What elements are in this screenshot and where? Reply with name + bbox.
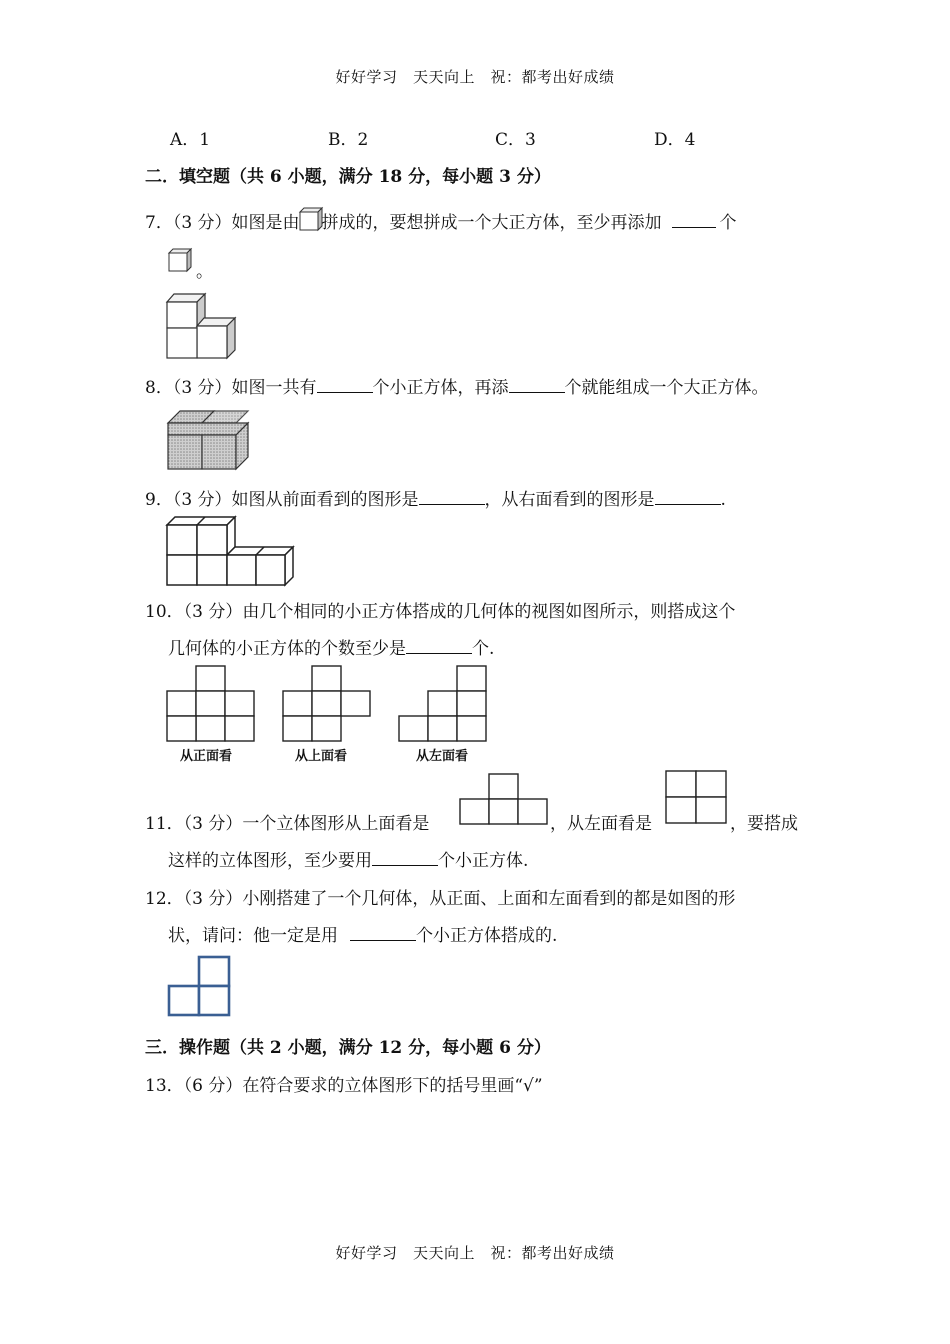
choice-b: B．2 (328, 130, 369, 150)
q10-caption-left: 从左面看 (416, 749, 469, 764)
q8-blank-1[interactable] (317, 377, 373, 393)
choice-c: C．3 (495, 130, 536, 150)
q11-text-b: ，从左面看是 (550, 814, 652, 834)
q11-top-view-figure (460, 774, 550, 826)
q9-text-a: 9．（3 分）如图从前面看到的图形是 (145, 490, 419, 510)
q12-line-1: 12．（3 分）小刚搭建了一个几何体，从正面、上面和左面看到的都是如图的形 (145, 889, 736, 909)
q8-blank-2[interactable] (509, 377, 565, 393)
q12-view-figure (167, 955, 233, 1019)
q9-text-c: . (720, 490, 726, 510)
question-8 (145, 373, 769, 398)
q10-text-b: 个. (472, 639, 495, 659)
q10-line-1: 10．（3 分）由几个相同的小正方体搭成的几何体的视图如图所示，则搭成这个 (145, 602, 736, 622)
choice-a: A．1 (170, 130, 211, 150)
q7-text-c: 个 (719, 213, 737, 233)
small-cube-icon (300, 212, 322, 236)
q8-text-c: 个就能组成一个大正方体。 (564, 378, 769, 398)
q7-text-d: 。 (196, 262, 213, 282)
q11-text-c: ，要搭成 (730, 814, 798, 834)
q8-text-a: 8．（3 分）如图一共有 (145, 378, 317, 398)
q10-top-view (283, 666, 373, 742)
q7-text-b: 拼成的，要想拼成一个大正方体，至少再添加 (321, 213, 662, 233)
q8-cube-figure (168, 409, 252, 471)
q10-line-2 (168, 634, 494, 659)
q10-caption-top: 从上面看 (295, 749, 348, 764)
q11-text-a: 11．（3 分）一个立体图形从上面看是 (145, 814, 430, 834)
q12-blank[interactable] (350, 925, 416, 941)
q11-left-view-figure (666, 771, 728, 825)
q12-text-b: 个小正方体搭成的. (416, 926, 558, 946)
q8-text-b: 个小正方体，再添 (372, 378, 509, 398)
q9-blank-2[interactable] (655, 489, 721, 505)
q7-text-a: 7．（3 分）如图是由 (145, 213, 300, 233)
q11-text-d: 这样的立体图形，至少要用 (168, 851, 372, 871)
q9-text-b: ，从右面看到的图形是 (484, 490, 655, 510)
q7-cube-figure (167, 294, 237, 360)
q10-front-view (167, 666, 257, 742)
question-7 (145, 208, 737, 236)
q10-text-a: 几何体的小正方体的个数至少是 (168, 639, 406, 659)
q9-blank-1[interactable] (419, 489, 485, 505)
q11-text-e: 个小正方体. (438, 851, 529, 871)
section-3-title: 三．操作题（共 2 小题，满分 12 分，每小题 6 分） (145, 1038, 551, 1058)
page-footer: 好好学习 天天向上 祝：都考出好成绩 (335, 1244, 615, 1262)
q12-text-a: 状，请问：他一定是用 (168, 926, 338, 946)
question-13: 13．（6 分）在符合要求的立体图形下的括号里画“√” (145, 1076, 543, 1096)
q12-line-2 (168, 921, 557, 946)
q10-caption-front: 从正面看 (180, 749, 233, 764)
small-cube-icon (169, 249, 193, 273)
q10-left-view (399, 666, 489, 742)
q7-blank[interactable] (672, 212, 716, 228)
q11-line-2 (168, 846, 528, 871)
choice-d: D．4 (654, 130, 696, 150)
q10-blank[interactable] (406, 638, 472, 654)
page-header: 好好学习 天天向上 祝：都考出好成绩 (335, 68, 615, 86)
q11-blank[interactable] (372, 850, 438, 866)
question-9 (145, 485, 726, 510)
q9-cube-figure (167, 517, 297, 587)
section-2-title: 二．填空题（共 6 小题，满分 18 分，每小题 3 分） (145, 167, 551, 187)
